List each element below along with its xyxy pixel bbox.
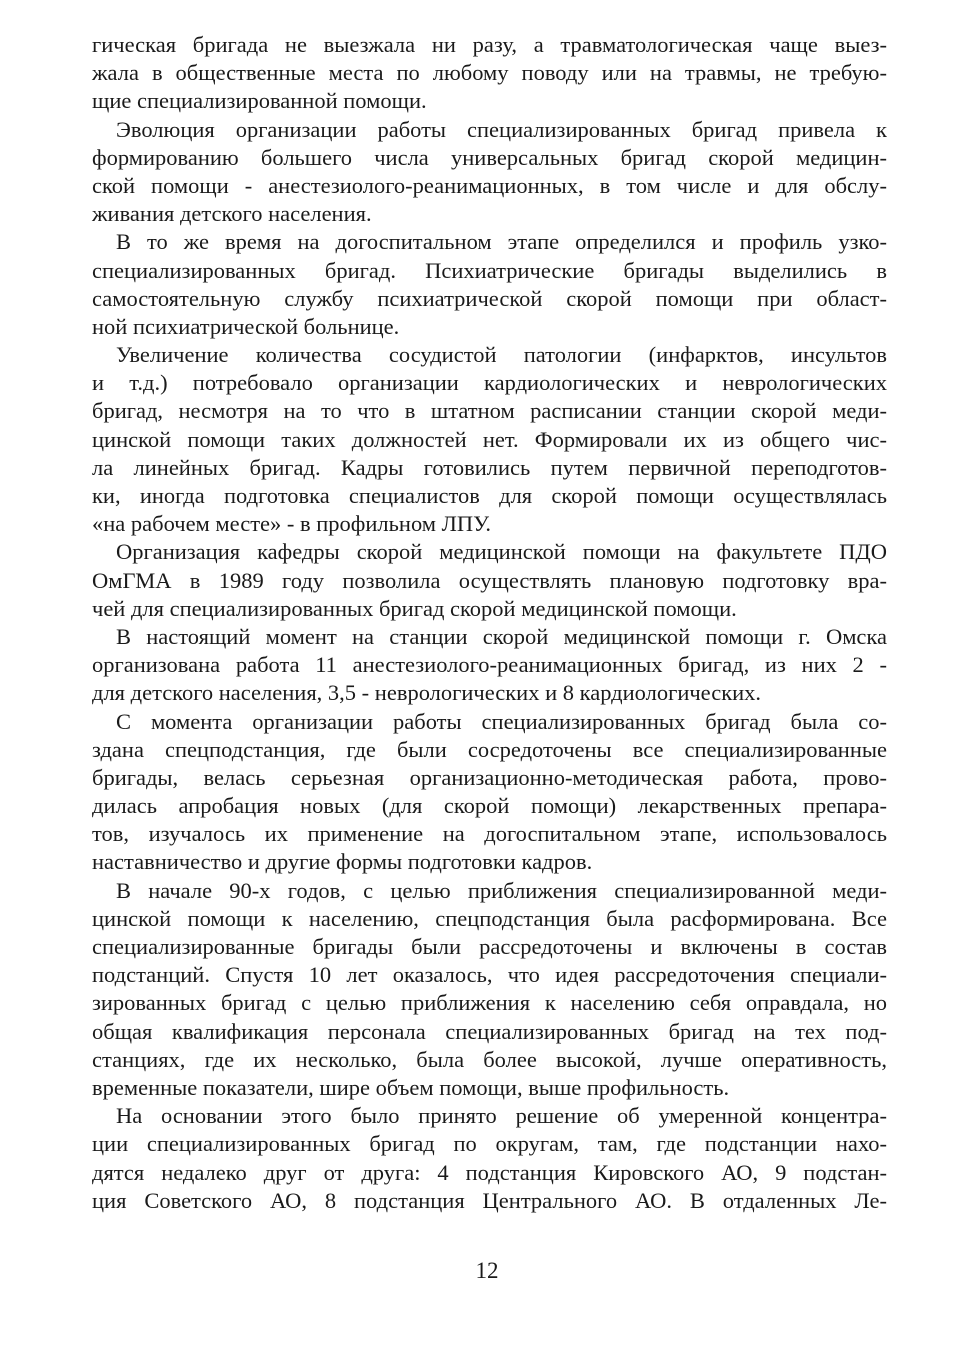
- text-line: живания детского населения.: [92, 201, 372, 227]
- text-line: бригад, несмотря на то что в штатном расписании станции скорой меди-: [92, 398, 887, 424]
- text-line: общая квалификация персонала специализированных бригад на тех под-: [92, 1018, 887, 1044]
- text-line: дятся недалеко друг от друга: 4 подстанция Кировского АО, 9 подстан-: [92, 1159, 887, 1185]
- text-line: Организация кафедры скорой медицинской помощи на факультете ПДО: [116, 539, 887, 565]
- paragraph: [92, 116, 887, 229]
- paragraph: [92, 228, 887, 341]
- text-line: Увеличение количества сосудистой патологии (инфарктов, инсультов: [116, 342, 887, 368]
- page-number: 12: [475, 1258, 499, 1283]
- text-line: формированию большего числа универсальных бригад скорой медицин-: [92, 144, 887, 170]
- text-line: тов, изучалось их применение на догоспитальном этапе, использовалось: [92, 821, 887, 847]
- text-line: ла линейных бригад. Кадры готовились путем первичной переподготов-: [92, 454, 887, 480]
- text-line: ской помощи - анестезиолого-реанимационных, в том числе и для обслу-: [92, 172, 887, 198]
- paragraph: [92, 341, 887, 538]
- text-line: наставничество и другие формы подготовки кадров.: [92, 849, 593, 875]
- text-line: ции специализированных бригад по округам, там, где подстанции нахо-: [92, 1131, 887, 1157]
- body-text: [92, 31, 887, 1215]
- text-line: гическая бригада не выезжала ни разу, а травматологическая чаще выез-: [92, 32, 887, 57]
- text-line: С момента организации работы специализированных бригад была со-: [116, 708, 887, 734]
- text-line: здана спецподстанция, где были сосредоточены все специализированные: [92, 736, 887, 762]
- text-line: специализированных бригад. Психиатрические бригады выделились в: [92, 257, 887, 283]
- paragraph: [92, 623, 887, 708]
- text-line: дилась апробация новых (для скорой помощи) лекарственных препара-: [92, 793, 887, 819]
- text-line: В начале 90-х годов, с целью приближения специализированной меди-: [116, 877, 887, 903]
- text-line: жала в общественные места по любому поводу или на травмы, не требую-: [92, 60, 887, 86]
- text-line: ция Советского АО, 8 подстанция Центрального АО. В отдаленных Ле-: [92, 1187, 887, 1213]
- text-line: чей для специализированных бригад скорой медицинской помощи.: [92, 595, 737, 621]
- text-line: самостоятельную службу психиатрической скорой помощи при област-: [92, 285, 887, 311]
- text-line: зированных бригад с целью приближения к населению себя оправдала, но: [92, 990, 887, 1016]
- text-line: щие специализированной помощи.: [92, 88, 427, 114]
- text-line: бригады, велась серьезная организационно-методическая работа, прово-: [92, 764, 887, 790]
- text-line: Эволюция организации работы специализированных бригад привела к: [116, 116, 887, 142]
- text-line: для детского населения, 3,5 - неврологических и 8 кардиологических.: [92, 680, 762, 706]
- text-line: В то же время на догоспитальном этапе определился и профиль узко-: [116, 229, 887, 255]
- text-line: организована работа 11 анестезиолого-реанимационных бригад, из них 2 -: [92, 652, 887, 678]
- text-line: цинской помощи таких должностей нет. Формировали их из общего чис-: [92, 426, 887, 452]
- paragraph: [92, 31, 887, 116]
- text-line: специализированные бригады были рассредоточены и включены в состав: [92, 934, 887, 959]
- text-line: подстанций. Спустя 10 лет оказалось, что идея рассредоточения специали-: [92, 962, 887, 988]
- paragraph: [92, 1102, 887, 1215]
- paragraph: [92, 877, 887, 1103]
- text-line: ной психиатрической больнице.: [92, 313, 400, 339]
- paragraph: [92, 708, 887, 877]
- text-line: ОмГМА в 1989 году позволила осуществлять плановую подготовку вра-: [92, 567, 887, 593]
- text-line: временные показатели, шире объем помощи, выше профильность.: [92, 1074, 730, 1100]
- text-line: «на рабочем месте» - в профильном ЛПУ.: [92, 511, 492, 537]
- text-line: цинской помощи к населению, спецподстанция была расформирована. Все: [92, 905, 887, 931]
- text-line: станциях, где их несколько, была более высокой, лучше оперативность,: [92, 1046, 887, 1072]
- text-line: На основании этого было принято решение об умеренной концентра-: [116, 1103, 887, 1129]
- text-line: В настоящий момент на станции скорой медицинской помощи г. Омска: [116, 623, 887, 649]
- paragraph: [92, 538, 887, 623]
- text-line: и т.д.) потребовало организации кардиологических и неврологических: [92, 370, 887, 396]
- text-line: ки, иногда подготовка специалистов для скорой помощи осуществлялась: [92, 483, 887, 508]
